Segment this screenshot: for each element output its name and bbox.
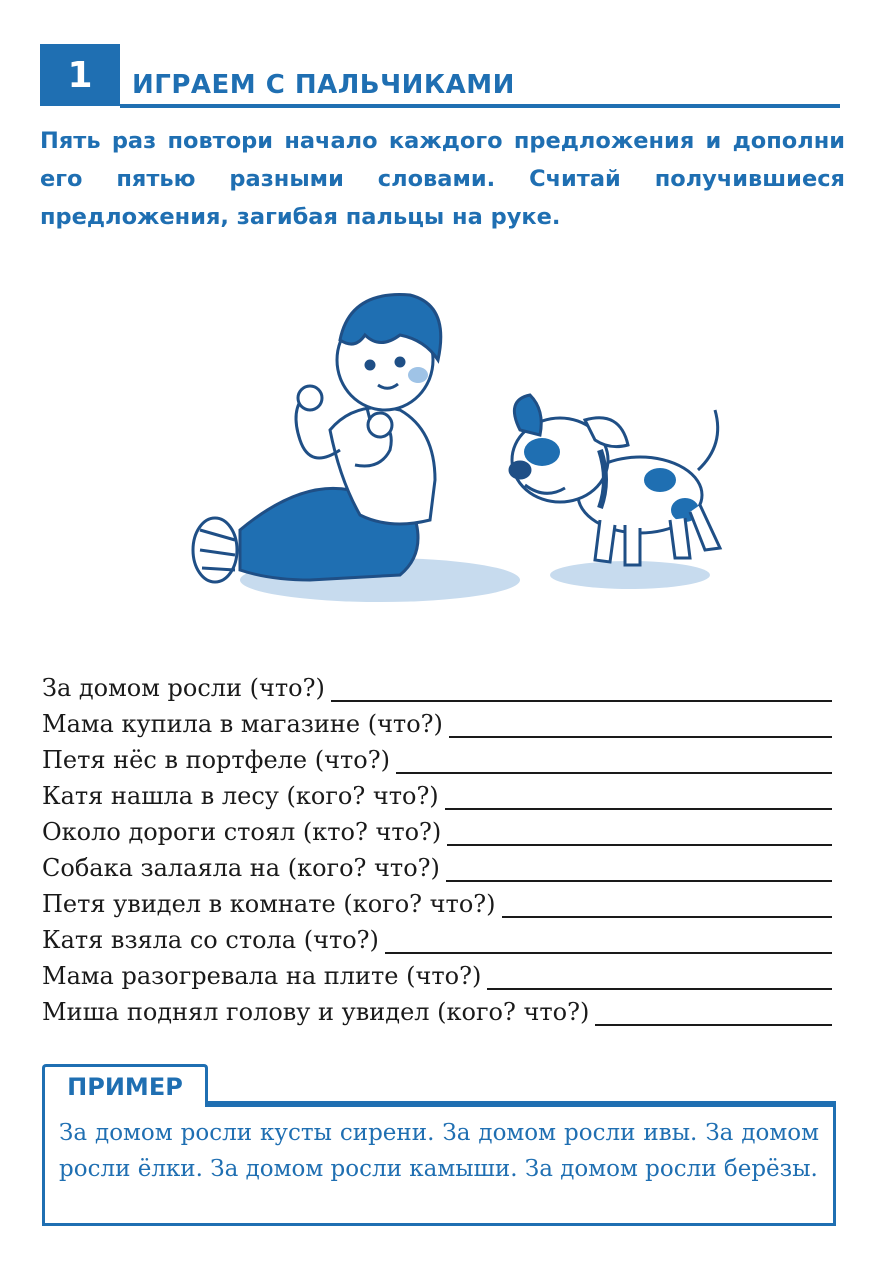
example-text: За домом росли кусты сирени. За домом росли ивы. За домом росли ёлки. За домом росли камыши. За домом росли берёзы. [59,1120,819,1182]
exercise-number: 1 [40,44,120,106]
line-prompt: Собака залаяла на (кого? что?) [42,854,440,882]
answer-blank[interactable] [487,968,832,990]
example-box [42,1104,836,1226]
line-prompt: Петя увидел в комнате (кого? что?) [42,890,496,918]
line-prompt: За домом росли (что?) [42,674,325,702]
answer-blank[interactable] [502,896,833,918]
example-label: ПРИМЕР [42,1064,208,1107]
exercise-line [42,990,832,1026]
line-prompt: Мама разогревала на плите (что?) [42,962,482,990]
exercise-line [42,738,832,774]
answer-blank[interactable] [396,752,832,774]
answer-blank[interactable] [445,788,832,810]
exercise-line [42,882,832,918]
boy-and-dog-illustration [180,280,740,610]
line-prompt: Петя нёс в портфеле (что?) [42,746,390,774]
line-prompt: Катя взяла со стола (что?) [42,926,379,954]
exercise-header [40,44,840,110]
dog-figure [510,395,720,565]
boy-figure [193,295,441,582]
exercise-line [42,954,832,990]
answer-blank[interactable] [446,860,832,882]
exercise-line [42,918,832,954]
exercise-line [42,810,832,846]
exercise-line [42,702,832,738]
exercise-line [42,774,832,810]
instruction-text: Пять раз повтори начало каждого предложения и дополни его пятью разными словами. Считай получившиеся предложения, загибая пальцы на руке. [40,128,845,230]
answer-blank[interactable] [595,1004,832,1026]
exercise-lines [42,666,832,1026]
answer-blank[interactable] [331,680,832,702]
answer-blank[interactable] [449,716,832,738]
line-prompt: Мама купила в магазине (что?) [42,710,443,738]
exercise-line [42,666,832,702]
exercise-line [42,846,832,882]
line-prompt: Катя нашла в лесу (кого? что?) [42,782,439,810]
answer-blank[interactable] [447,824,832,846]
line-prompt: Около дороги стоял (кто? что?) [42,818,442,846]
exercise-title: ИГРАЕМ С ПАЛЬЧИКАМИ [132,70,515,100]
line-prompt: Миша поднял голову и увидел (кого? что?) [42,998,590,1026]
answer-blank[interactable] [385,932,832,954]
header-rule [120,104,840,108]
